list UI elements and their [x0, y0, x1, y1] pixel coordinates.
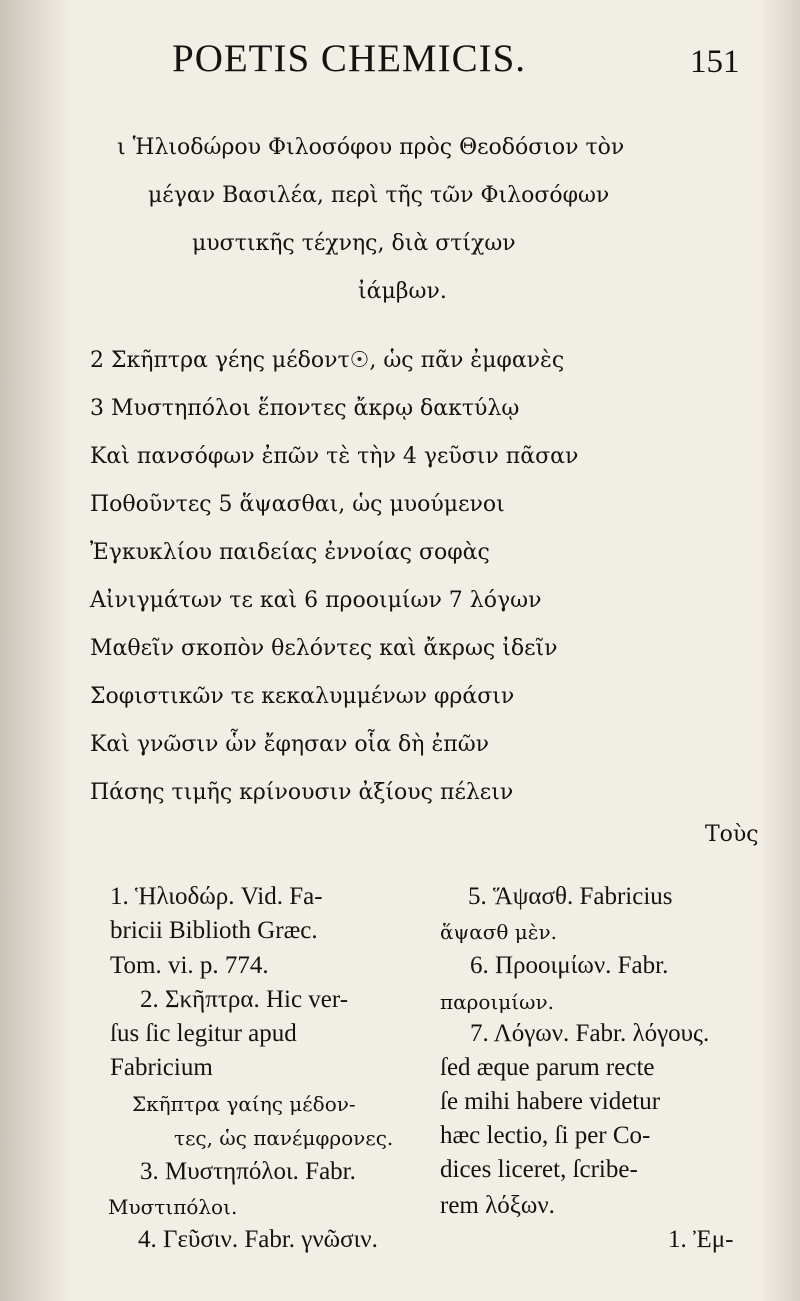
footnote-line: rem λόξων. — [440, 1192, 555, 1219]
footnote-line: dices liceret, ſcribe- — [440, 1156, 638, 1183]
catchword: Τοὺς — [705, 822, 759, 847]
verse-line: Σοφιστικῶν τε κεκαλυμμένων φράσιν — [90, 684, 515, 709]
page-edge-shadow-left — [0, 0, 70, 1301]
verse-line: 2 Σκῆπτρα γέης μέδοντ☉, ὡς πᾶν ἐμφανὲς — [90, 348, 565, 373]
footnote-line: παροιμίων. — [440, 990, 554, 1014]
footnote-line: 1. Ἐμ- — [668, 1226, 734, 1253]
footnote-line: ſus ſic legitur apud — [110, 1020, 297, 1047]
footnote-line: 2. Σκῆπτρα. Hic ver- — [140, 986, 349, 1013]
footnote-line: ſe mihi habere videtur — [440, 1088, 661, 1115]
page-edge-shadow-right — [760, 0, 800, 1301]
footnote-line: Fabricium — [110, 1054, 213, 1081]
footnote-line: 7. Λόγων. Fabr. λόγους. — [470, 1020, 710, 1047]
running-title: POETIS CHEMICIS. — [172, 37, 527, 80]
verse-line: 3 Μυστηπόλοι ἕποντες ἄκρῳ δακτύλῳ — [90, 396, 520, 421]
footnote-line: 4. Γεῦσιν. Fabr. γνῶσιν. — [138, 1226, 378, 1253]
footnote-line: Tom. vi. p. 774. — [110, 952, 269, 979]
footnote-line: 1. Ἡλιοδώρ. Vid. Fa- — [110, 883, 323, 910]
page-number: 151 — [690, 44, 740, 80]
verse-line: Ἐγκυκλίου παιδείας ἐννοίας σοφὰς — [90, 540, 490, 565]
footnote-line: 5. Ἅψασθ. Fabricius — [468, 883, 673, 910]
footnote-line: 3. Μυστηπόλοι. Fabr. — [140, 1158, 356, 1185]
footnote-line: bricii Biblioth Græc. — [110, 917, 318, 944]
verse-line: Αἰνιγμάτων τε καὶ 6 προοιμίων 7 λόγων — [90, 588, 542, 613]
footnote-line: ſed æque parum recte — [440, 1054, 655, 1081]
footnote-line: τες, ὡς πανέμφρονες. — [174, 1126, 394, 1150]
verse-line: Πάσης τιμῆς κρίνουσιν ἀξίους πέλειν — [90, 780, 514, 805]
verse-line: Ποθοῦντες 5 ἅψασθαι, ὡς μυούμενοι — [90, 492, 505, 517]
title-line: μέγαν Βασιλέα, περὶ τῆς τῶν Φιλοσόφων — [148, 183, 610, 208]
title-line: ι Ἡλιοδώρου Φιλοσόφου πρὸς Θεοδόσιον τὸν — [117, 135, 625, 160]
footnote-line: 6. Προοιμίων. Fabr. — [470, 952, 669, 979]
title-line: ἰάμβων. — [358, 279, 447, 304]
footnote-line: Σκῆπτρα γαίης μέδον- — [132, 1092, 356, 1116]
footnote-line: ἅψασθ μὲν. — [440, 920, 557, 944]
title-line: μυστικῆς τέχνης, διὰ στίχων — [192, 231, 516, 256]
footnote-line: Μυστιπόλοι. — [108, 1195, 238, 1219]
footnote-line: hæc lectio, ſi per Co- — [440, 1122, 651, 1149]
verse-line: Καὶ πανσόφων ἐπῶν τὲ τὴν 4 γεῦσιν πᾶσαν — [90, 444, 579, 469]
verse-line: Μαθεῖν σκοπὸν θελόντες καὶ ἄκρως ἰδεῖν — [90, 636, 558, 661]
verse-line: Καὶ γνῶσιν ὧν ἔφησαν οἷα δὴ ἐπῶν — [90, 732, 490, 757]
